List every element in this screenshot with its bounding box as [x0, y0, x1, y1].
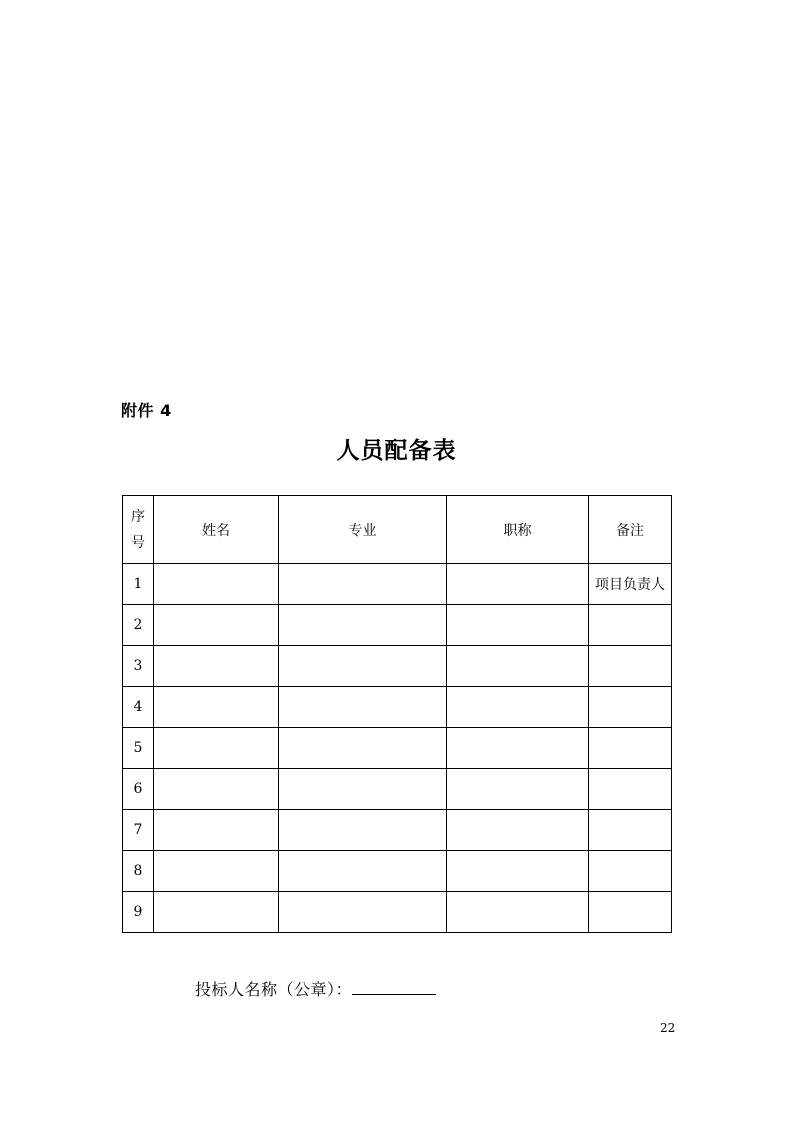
row-title-cell — [447, 728, 589, 769]
row-seq: 7 — [123, 810, 154, 851]
row-seq: 1 — [123, 564, 154, 605]
row-major-cell — [279, 728, 447, 769]
header-title: 职称 — [447, 496, 589, 564]
document-title: 人员配备表 — [336, 438, 457, 464]
row-major-cell — [279, 892, 447, 933]
row-major-cell — [279, 564, 447, 605]
row-major-cell — [279, 605, 447, 646]
row-major-cell — [279, 810, 447, 851]
table-row — [123, 810, 672, 851]
table-row — [123, 687, 672, 728]
table-row — [123, 769, 672, 810]
row-note-cell — [589, 892, 672, 933]
row-name-cell — [154, 892, 279, 933]
row-seq: 6 — [123, 769, 154, 810]
row-note-cell: 项目负责人 — [589, 564, 672, 605]
header-seq: 序号 — [123, 496, 154, 564]
row-name-cell — [154, 810, 279, 851]
row-name-cell — [154, 851, 279, 892]
row-seq: 5 — [123, 728, 154, 769]
row-major-cell — [279, 851, 447, 892]
row-name-cell — [154, 687, 279, 728]
row-name-cell — [154, 769, 279, 810]
row-seq: 3 — [123, 646, 154, 687]
table-row — [123, 605, 672, 646]
row-name-cell — [154, 728, 279, 769]
row-title-cell — [447, 892, 589, 933]
header-major: 专业 — [279, 496, 447, 564]
row-title-cell — [447, 810, 589, 851]
signature-blank — [352, 980, 436, 995]
row-major-cell — [279, 769, 447, 810]
row-major-cell — [279, 687, 447, 728]
row-note-cell — [589, 687, 672, 728]
table-header-row — [123, 496, 672, 564]
attachment-label: 附件 4 — [121, 401, 172, 420]
row-major-cell — [279, 646, 447, 687]
page-number: 22 — [660, 1021, 676, 1035]
row-name-cell — [154, 646, 279, 687]
row-note-cell — [589, 646, 672, 687]
bidder-name-label: 投标人名称（公章）： — [195, 980, 353, 999]
table-row — [123, 892, 672, 933]
row-name-cell — [154, 605, 279, 646]
row-title-cell — [447, 564, 589, 605]
row-note-cell — [589, 769, 672, 810]
row-title-cell — [447, 769, 589, 810]
header-note: 备注 — [589, 496, 672, 564]
bidder-signature-line — [195, 977, 436, 1000]
staff-allocation-table — [122, 495, 672, 933]
row-note-cell — [589, 728, 672, 769]
row-seq: 8 — [123, 851, 154, 892]
row-note-cell — [589, 605, 672, 646]
table-row — [123, 728, 672, 769]
row-note-cell — [589, 851, 672, 892]
table-row — [123, 564, 672, 605]
row-note-cell — [589, 810, 672, 851]
row-title-cell — [447, 646, 589, 687]
row-title-cell — [447, 605, 589, 646]
row-seq: 4 — [123, 687, 154, 728]
table-row — [123, 646, 672, 687]
row-seq: 2 — [123, 605, 154, 646]
row-seq: 9 — [123, 892, 154, 933]
row-name-cell — [154, 564, 279, 605]
row-title-cell — [447, 687, 589, 728]
row-title-cell — [447, 851, 589, 892]
header-name: 姓名 — [154, 496, 279, 564]
table-row — [123, 851, 672, 892]
